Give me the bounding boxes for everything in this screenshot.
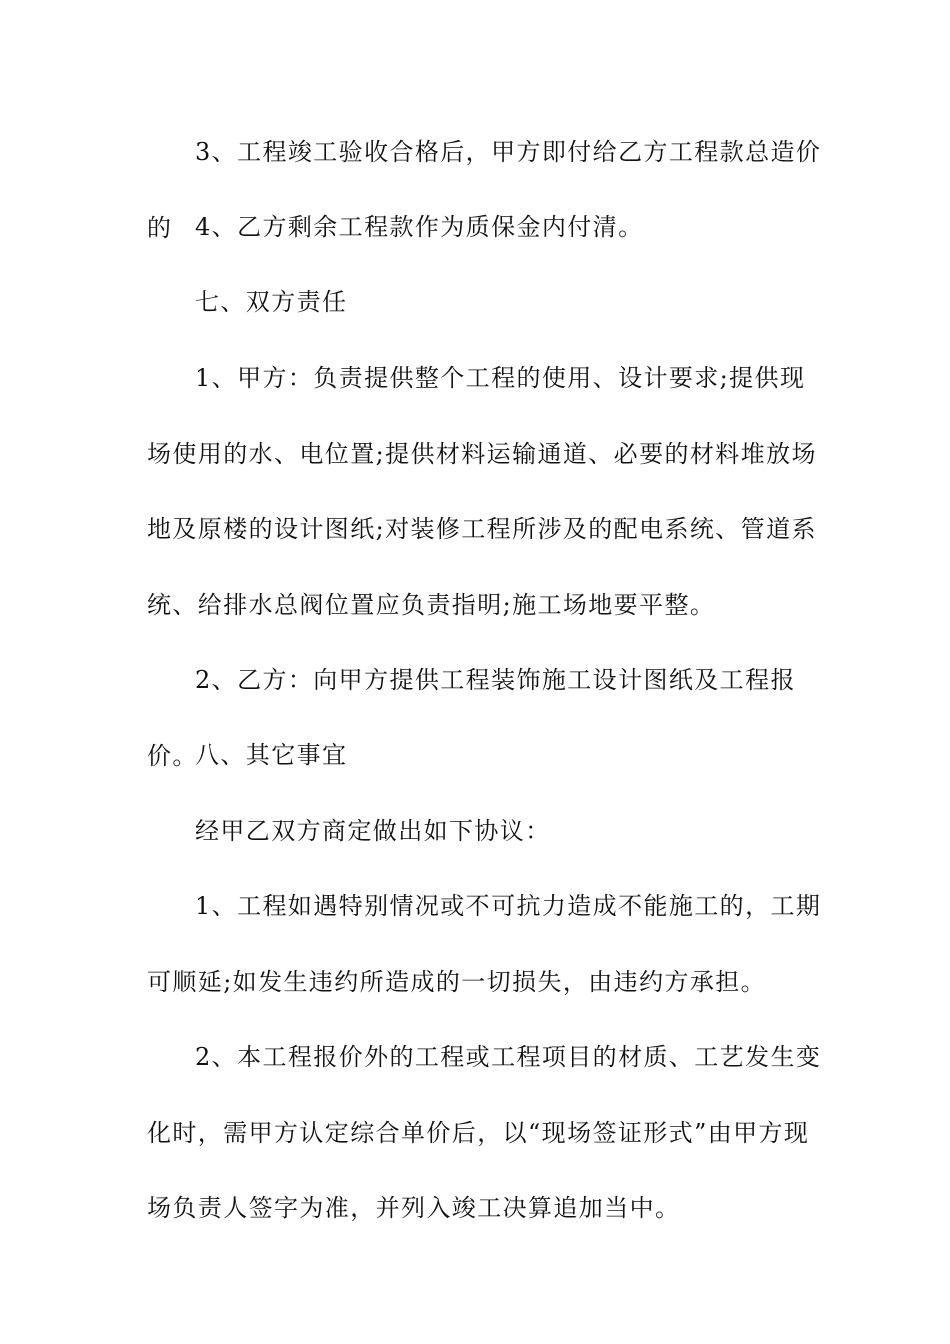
section-heading-responsibilities: 七、双方责任 <box>195 288 348 316</box>
paragraph-agreement-intro: 经甲乙双方商定做出如下协议： <box>195 817 551 845</box>
paragraph-party-b-duties: 2、乙方：向甲方提供工程装饰施工设计图纸及工程报价。 <box>147 666 796 770</box>
section-heading-other-matters: 八、其它事宜 <box>195 741 348 769</box>
paragraph-party-a-duties: 1、甲方：负责提供整个工程的使用、设计要求;提供现场使用的水、电位置;提供材料运输通道、必要的材料堆放场地及原楼的设计图纸;对装修工程所涉及的配电系统、管道系统、给排水总阀位置应负责指明;施工场地要平整。 <box>147 364 817 619</box>
paragraph-payment-4: 4、乙方剩余工程款作为质保金内付清。 <box>195 213 644 241</box>
paragraph-payment-3: 3、工程竣工验收合格后，甲方即付给乙方工程款总造价的 <box>147 138 822 242</box>
paragraph-agreement-2: 2、本工程报价外的工程或工程项目的材质、工艺发生变化时，需甲方认定综合单价后，以“现场签证形式”由甲方现场负责人签字为准，并列入竣工决算追加当中。 <box>147 1043 822 1222</box>
paragraph-agreement-1: 1、工程如遇特别情况或不可抗力造成不能施工的，工期可顺延;如发生违约所造成的一切损失，由违约方承担。 <box>147 892 822 996</box>
